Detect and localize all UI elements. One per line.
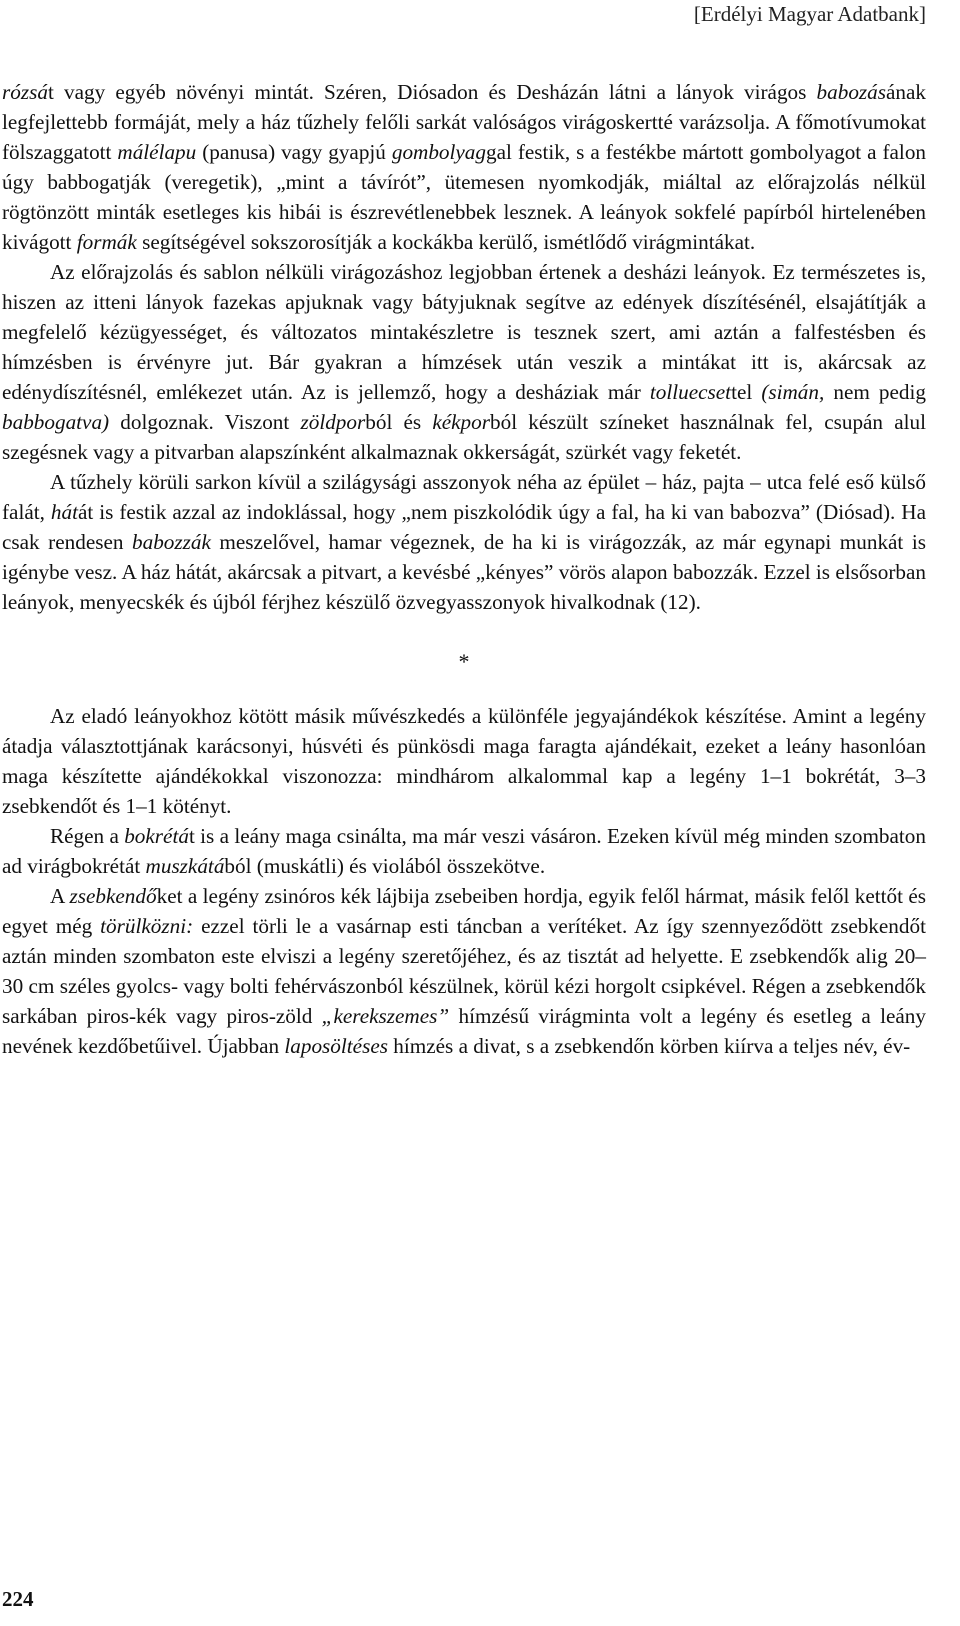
text-run: Az előrajzolás és sablon nélküli virágozáshoz legjobban értenek a desházi leányok. Ez természetes is, hiszen az itteni lányok fazekas apjuknak vagy bátyjuknak segítve az edények díszítésénél, elsajátítják a megfelelő kézügyességet, és változatos mintakészletre is tesznek szert, ami aztán a falfestésben és hímzésben is érvényre jut. Bár gyakran a hímzések után veszik a mintákat itt is, akárcsak az edénydíszítésnél, emlékezet után. Az is jellemző, hogy a desháziak már [2,260,926,404]
text-run: tel [731,380,762,404]
italic-text-run: zsebkendő [69,884,157,908]
text-run: ból készült színeket használnak fel, csupán alul szegésnek vagy a pitvarban alapszínként alkalmaznak okkerságát, szürkét vagy feketét. [2,410,926,464]
paragraph [2,257,926,467]
italic-text-run: laposöltéses [284,1034,388,1058]
text-run: Az eladó leányokhoz kötött másik művészkedés a különféle jegyajándékok készítése. Amint a legény átadja választottjának karácsonyi, húsvéti és pünkösdi maga faragta ajándékait, ezeket a leány hasonlóan maga készítette ajándékokkal viszonozza: mindhárom alkalommal kap a legény 1–1 bokrétát, 3–3 zsebkendőt és 1–1 kötényt. [2,704,926,818]
italic-text-run: gombolyag [391,140,486,164]
italic-text-run: formák [76,230,137,254]
italic-text-run: (simán, [761,380,825,404]
paragraph [2,77,926,257]
text-run: segítségével sokszorosítják a kockákba kerülő, ismétlődő virágmintákat. [136,230,756,254]
page-number: 224 [2,1587,34,1611]
text-run: ból (muskátli) és violából összekötve. [224,854,546,878]
italic-text-run: zöldpor [300,410,366,434]
text-run: dolgoznak. Viszont [109,410,301,434]
text-run: hímzésű virágminta volt a legény és esetleg a leány nevének kezdőbetűivel. Újabban [2,1004,926,1058]
text-run: (panusa) vagy gyapjú [196,140,392,164]
text-run: t is a leány maga csinálta, ma már veszi vásáron. Ezeken kívül még minden szombaton ad virágbokrétát [2,824,926,878]
paragraph [2,881,926,1061]
italic-text-run: törülközni: [100,914,194,938]
italic-text-run: málélapu [117,140,197,164]
italic-text-run: „kerekszemes” [321,1004,450,1028]
italic-text-run: tolluecset [649,380,732,404]
section-separator: * [458,649,470,674]
italic-text-run: babbogatva) [2,410,110,434]
text-run: meszelővel, hamar végeznek, de ha ki is virágozzák, az már egynapi munkát is igénybe vesz. A ház hátát, akárcsak a pitvart, a kevésbé „kényes” vörös alapon babozzák. Ezzel is elsősorban leányok, menyecskék és újból férjhez készülő özvegyasszonyok hivalkodnak (12). [2,530,926,614]
italic-text-run: bokrétá [124,824,189,848]
text-run: ból és [365,410,433,434]
paragraph [2,821,926,881]
text-run: t vagy egyéb növényi mintát. Széren, Diósadon és Desházán látni a lányok virágos [47,80,817,104]
text-run: ának legfejlettebb formáját, mely a ház tűzhely felőli sarkát valóságos virágoskertté varázsolja. A főmotívumokat fölszaggatott [2,80,926,164]
text-run: hímzés a divat, s a zsebkendőn körben kiírva a teljes név, év- [387,1034,911,1058]
site-header: [Erdélyi Magyar Adatbank] [693,2,926,26]
body-text [2,77,926,1061]
text-run: át is festik azzal az indoklással, hogy „nem piszkolódik úgy a fal, ha ki van babozva” (Diósad). Ha csak rendesen [2,500,926,554]
italic-text-run: babozás [816,80,886,104]
paragraph [2,467,926,617]
italic-text-run: hát [50,500,78,524]
text-run: Régen a [50,824,125,848]
italic-text-run: rózsá [2,80,48,104]
italic-text-run: kékpor [432,410,490,434]
text-run: A tűzhely körüli sarkon kívül a szilágysági asszonyok néha az épület – ház, pajta – utca felé eső külső falát, [2,470,926,524]
italic-text-run: muszkátá [145,854,225,878]
text-run: nem pedig [824,380,926,404]
text-run: A [50,884,70,908]
text-run: gal festik, s a festékbe mártott gombolyagot a falon úgy babbogatják (veregetik), „mint a távírót”, ütemesen nyomkodják, miáltal az előrajzolás nélkül rögtönzött minták esetleges kis hibái is észrevétlenebbek lesznek. A leányok sokfelé papírból hirtelenében kivágott [2,140,927,254]
italic-text-run: babozzák [132,530,211,554]
text-run: ket a legény zsinóros kék lájbija zsebeiben hordja, egyik felől hármat, másik felől kettőt és egyet még [2,884,927,938]
paragraph [2,701,926,821]
text-run: ezzel törli le a vasárnap esti táncban a verítéket. Az így szennyeződött zsebkendőt aztán minden szombaton este elviszi a legény szeretőjéhez, és az tisztát ad helyette. E zsebkendők alig 20–30 cm széles gyolcs- vagy bolti fehérvászonból készülnek, körül kézi horgolt csipkével. Régen a zsebkendők sarkában piros-kék vagy piros-zöld [2,914,926,1028]
